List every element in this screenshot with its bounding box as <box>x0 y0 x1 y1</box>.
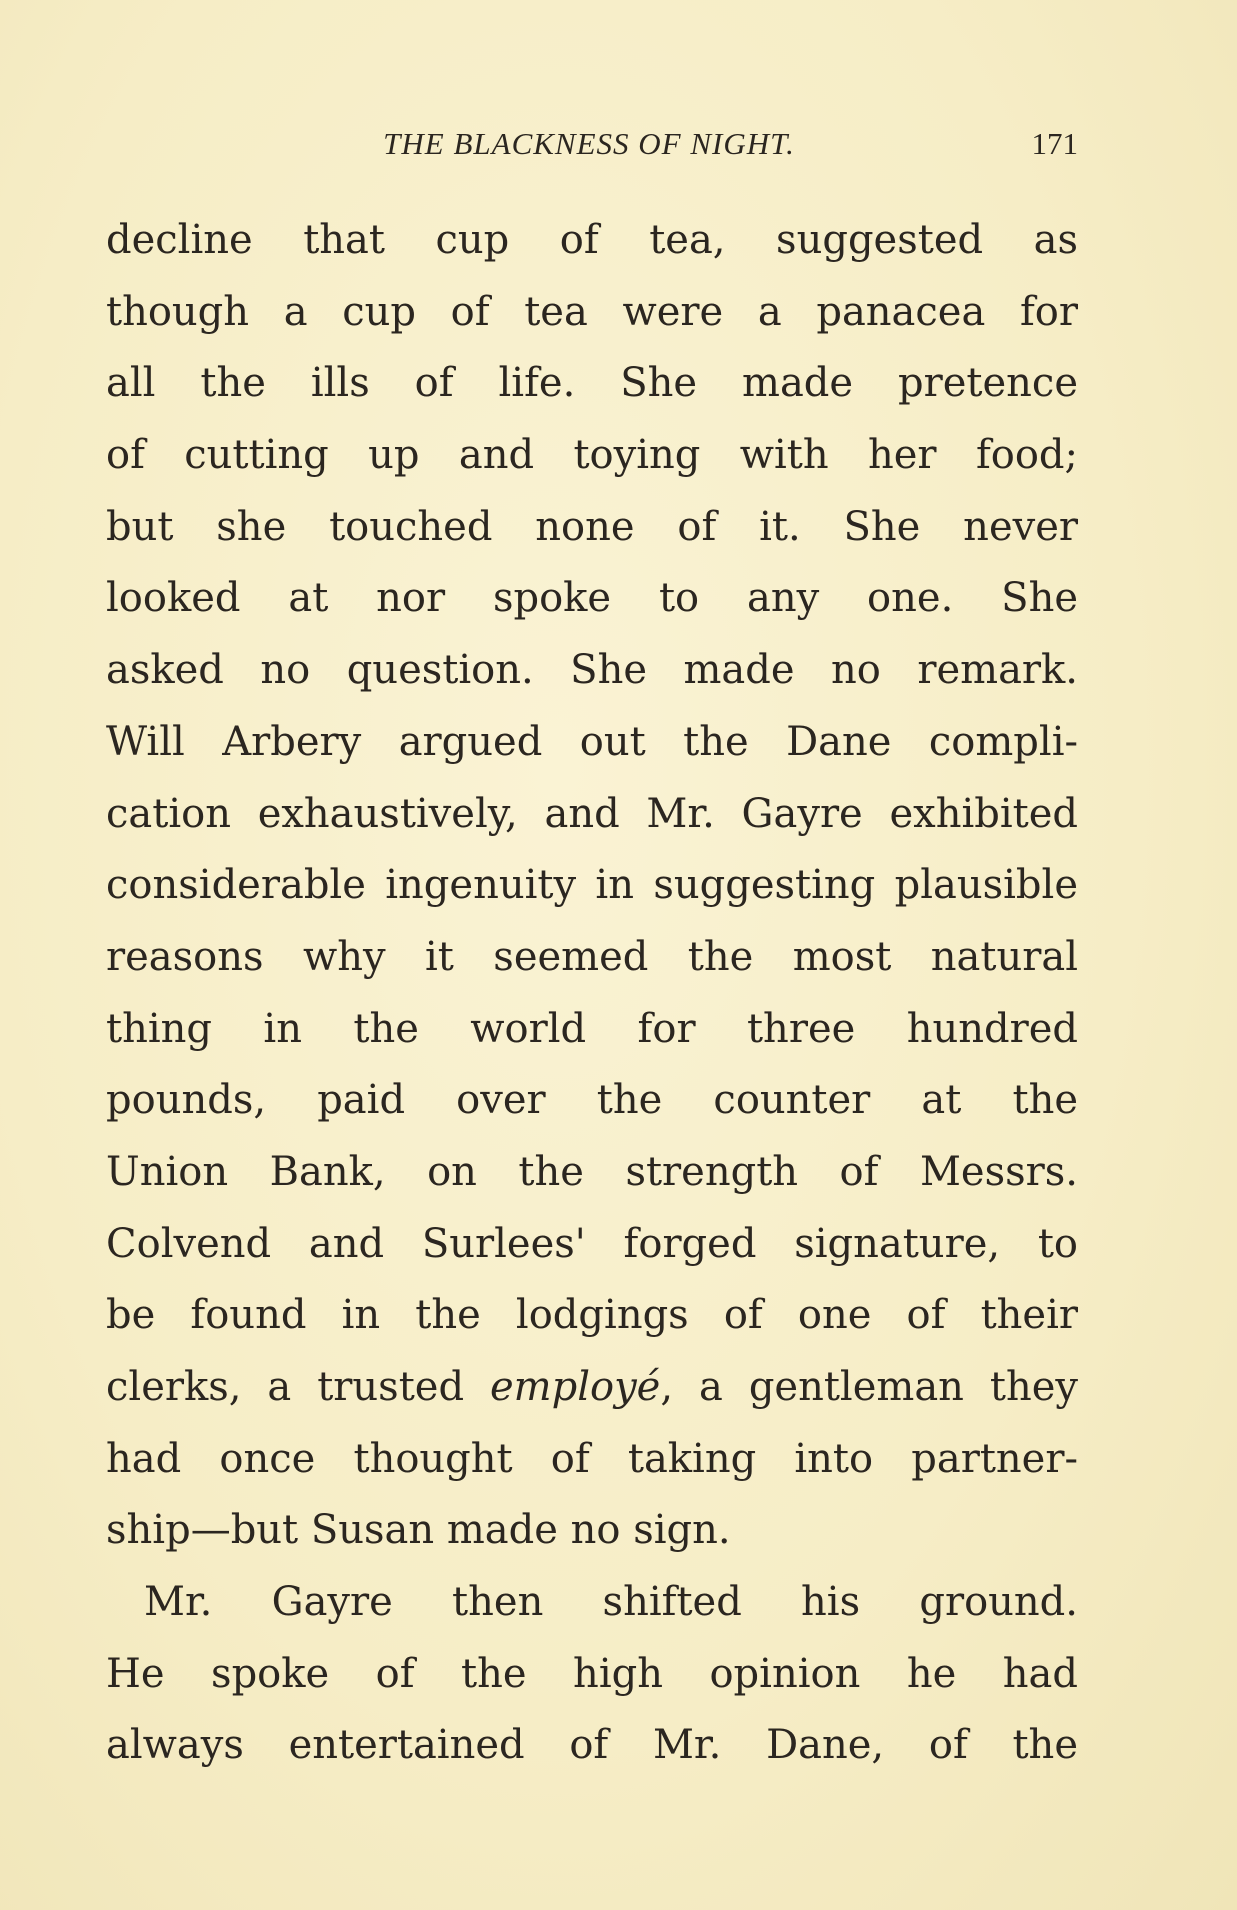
running-head <box>100 122 1078 166</box>
text-line: decline that cup of tea, suggested as <box>106 217 1078 263</box>
body-text <box>106 205 1078 1782</box>
text-line: Will Arbery argued out the Dane compli- <box>106 718 1078 765</box>
text-line: Colvend and Surlees' forged signature, to <box>106 1220 1078 1267</box>
paragraph-end-line: ship—but Susan made no sign. <box>106 1507 731 1554</box>
text-line: cation exhaustively, and Mr. Gayre exhibited <box>106 790 1078 837</box>
text-line: of cutting up and toying with her food; <box>106 432 1078 479</box>
text-line: thing in the world for three hundred <box>106 1005 1078 1052</box>
page-number: 171 <box>1031 126 1078 161</box>
italic-word: employé <box>490 1364 661 1410</box>
text-line: be found in the lodgings of one of their <box>106 1292 1078 1339</box>
text-line: He spoke of the high opinion he had <box>106 1650 1078 1697</box>
text-line: reasons why it seemed the most natural <box>106 933 1078 980</box>
text-line: asked no question. She made no remark. <box>106 647 1078 694</box>
text-line: always entertained of Mr. Dane, of the <box>106 1722 1078 1769</box>
paragraph-start-line: Mr. Gayre then shifted his ground. <box>144 1579 1078 1626</box>
text-segment: , a gentleman they <box>660 1364 1078 1410</box>
running-title: THE BLACKNESS OF NIGHT. <box>383 126 795 161</box>
text-line: though a cup of tea were a panacea for <box>106 288 1078 335</box>
text-line: had once thought of taking into partner- <box>106 1435 1078 1482</box>
text-segment: clerks, a trusted <box>106 1364 490 1410</box>
text-line: but she touched none of it. She never <box>106 503 1078 550</box>
text-line: looked at nor spoke to any one. She <box>106 575 1078 622</box>
text-line: all the ills of life. She made pretence <box>106 360 1078 407</box>
text-line: pounds, paid over the counter at the <box>106 1077 1078 1124</box>
text-line <box>106 1352 1078 1424</box>
text-line: considerable ingenuity in suggesting plausible <box>106 862 1078 909</box>
text-line: Union Bank, on the strength of Messrs. <box>106 1148 1078 1195</box>
